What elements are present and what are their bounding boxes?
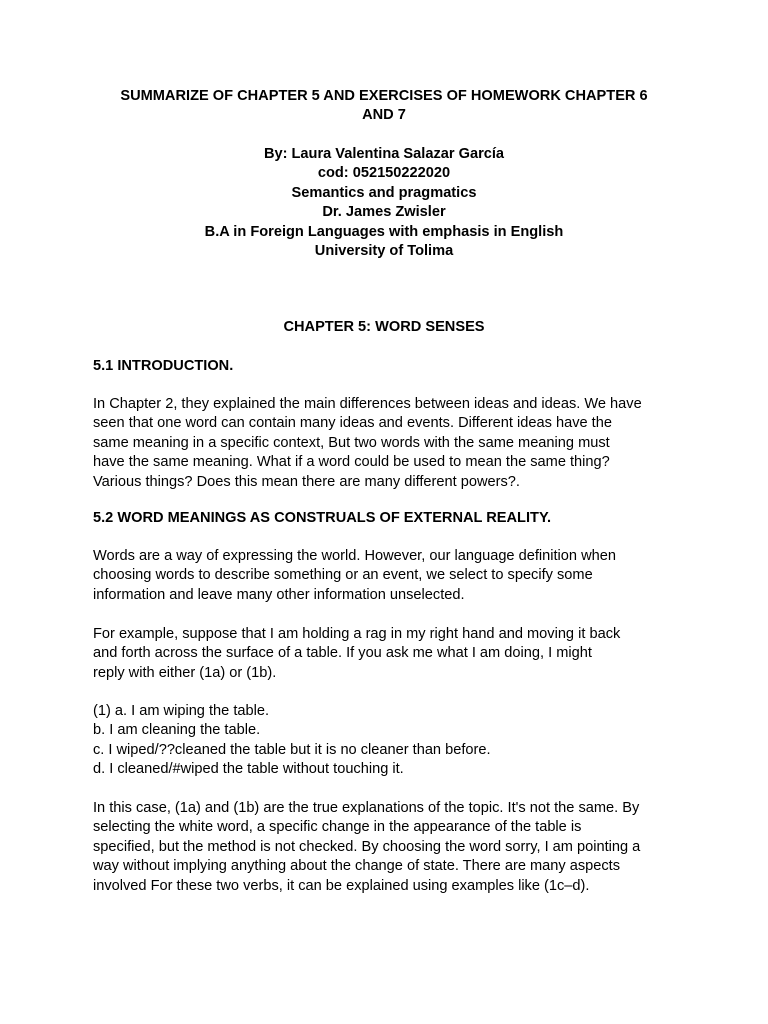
example-item: d. I cleaned/#wiped the table without touching it. [93, 761, 404, 778]
section-5-2-paragraph-1 [93, 547, 683, 605]
example-item: (1) a. I am wiping the table. [93, 703, 270, 719]
paragraph-line: way without implying anything about the change of state. There are many aspects [93, 858, 621, 875]
section-5-2-paragraph-3 [93, 799, 683, 896]
paragraph-line: same meaning in a specific context, But two words with the same meaning must [93, 434, 610, 451]
paragraph-line: For example, suppose that I am holding a rag in my right hand and moving it back [93, 626, 621, 642]
document-title-line-2: AND 7 [362, 107, 406, 124]
paragraph-line: reply with either (1a) or (1b). [93, 664, 277, 681]
professor-name: Dr. James Zwisler [322, 204, 446, 221]
paragraph-line: Words are a way of expressing the world. However, our language definition when [93, 548, 616, 564]
course-name: Semantics and pragmatics [291, 184, 477, 201]
paragraph-line: selecting the white word, a specific change in the appearance of the table is [93, 819, 582, 836]
example-item: b. I am cleaning the table. [93, 722, 261, 739]
program-name: B.A in Foreign Languages with emphasis in English [204, 223, 564, 240]
paragraph-line: choosing words to describe something or an event, we select to specify some [93, 567, 593, 584]
chapter-title: CHAPTER 5: WORD SENSES [283, 319, 485, 335]
paragraph-line: specified, but the method is not checked. By choosing the word sorry, I am pointing a [93, 838, 641, 855]
author-name: By: Laura Valentina Salazar García [263, 146, 505, 162]
example-list [93, 702, 683, 780]
section-heading-5-1: 5.1 INTRODUCTION. [93, 358, 234, 374]
paragraph-line: In Chapter 2, they explained the main differences between ideas and ideas. We have [93, 396, 642, 412]
section-5-1-paragraph [93, 395, 683, 492]
student-code: cod: 052150222020 [317, 165, 451, 182]
section-5-2-paragraph-2 [93, 625, 683, 683]
university-name: University of Tolima [314, 243, 454, 260]
section-heading-5-2: 5.2 WORD MEANINGS AS CONSTRUALS OF EXTERNAL REALITY. [93, 510, 552, 526]
paragraph-line: have the same meaning. What if a word could be used to mean the same thing? [93, 454, 610, 471]
document-title [96, 87, 672, 126]
paragraph-line: Various things? Does this mean there are many different powers?. [93, 473, 520, 490]
paragraph-line: information and leave many other information unselected. [93, 586, 465, 603]
example-item: c. I wiped/??cleaned the table but it is no cleaner than before. [93, 741, 491, 758]
author-info-block [96, 145, 672, 261]
paragraph-line: In this case, (1a) and (1b) are the true explanations of the topic. It's not the same. By [93, 800, 640, 816]
document-title-line-1: SUMMARIZE OF CHAPTER 5 AND EXERCISES OF HOMEWORK CHAPTER 6 [120, 88, 648, 104]
paragraph-line: and forth across the surface of a table. If you ask me what I am doing, I might [93, 645, 592, 662]
paragraph-line: involved For these two verbs, it can be explained using examples like (1c–d). [93, 877, 590, 894]
paragraph-line: seen that one word can contain many ideas and events. Different ideas have the [93, 415, 612, 432]
